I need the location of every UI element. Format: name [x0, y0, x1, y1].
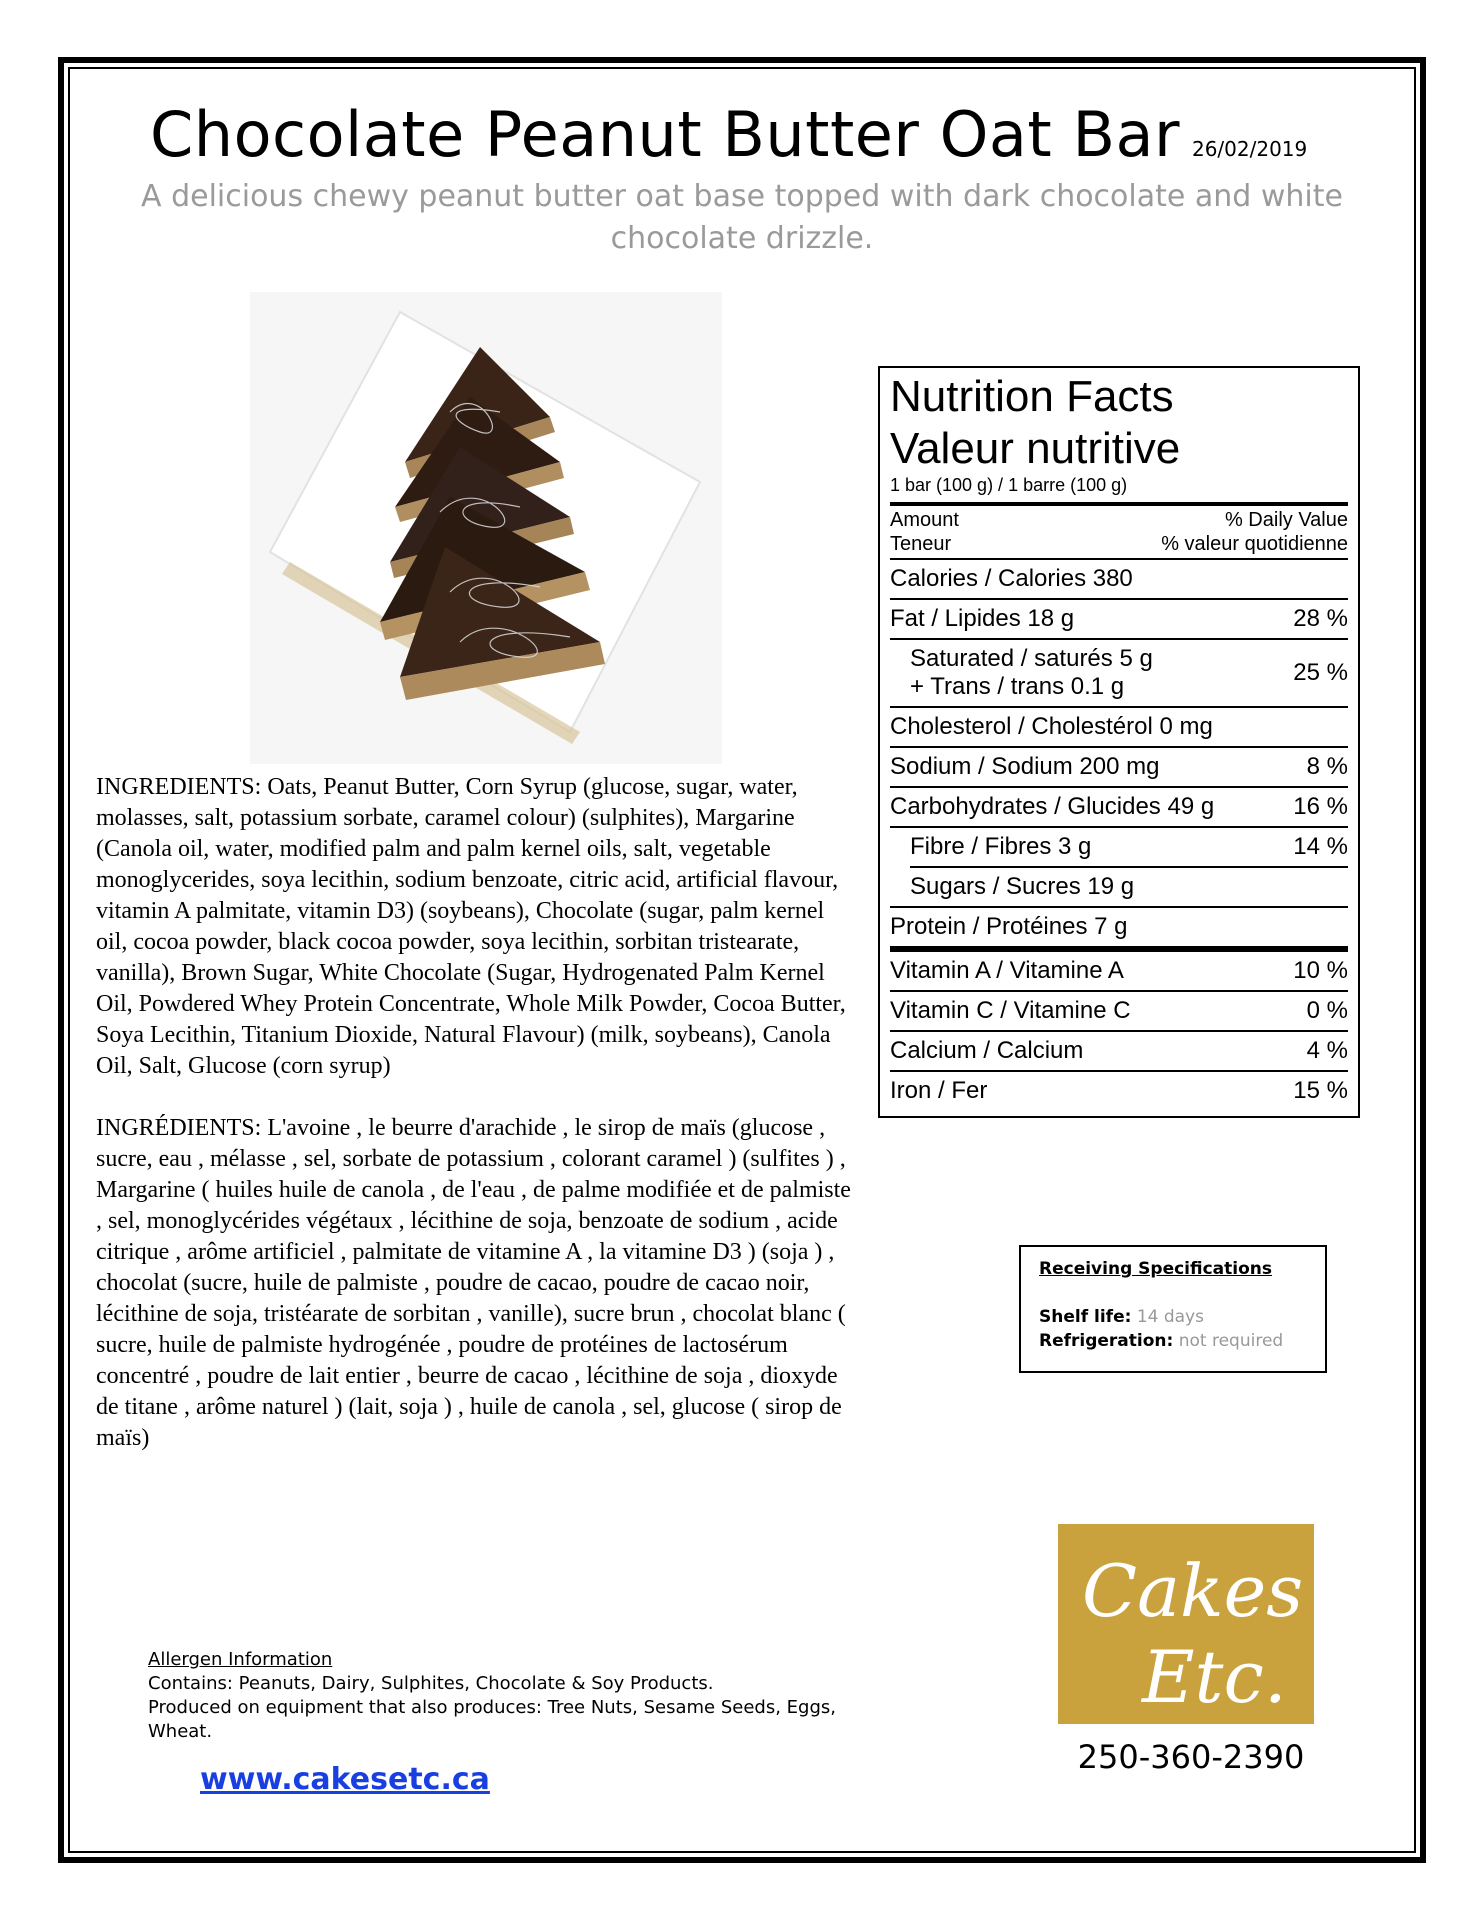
receiving-specifications: [1019, 1245, 1327, 1373]
nutrition-row-vitamin-a: [890, 946, 1348, 990]
nutrition-row-carbs: [890, 786, 1348, 826]
allergen-information: [148, 1648, 888, 1744]
receiving-heading: Receiving Specifications: [1039, 1259, 1273, 1279]
carbs-label: Carbohydrates / Glucides 49 g: [890, 793, 1215, 820]
nutrition-header: [890, 502, 1348, 558]
logo-word-cakes: Cakes: [1082, 1549, 1304, 1633]
allergen-produced: Produced on equipment that also produces: Tree Nuts, Sesame Seeds, Eggs, Wheat.: [148, 1697, 836, 1742]
refrigeration-line: [1039, 1329, 1307, 1353]
shelf-life-line: [1039, 1305, 1307, 1329]
product-photo-image: [250, 292, 722, 764]
refrigeration-value: not required: [1178, 1331, 1284, 1351]
calcium-dv: 4 %: [1306, 1037, 1348, 1064]
vitamin-a-dv: 10 %: [1293, 957, 1348, 984]
nutrition-serving: 1 bar (100 g) / 1 barre (100 g): [890, 475, 1128, 495]
ingredients-english: INGREDIENTS: Oats, Peanut Butter, Corn Syrup (glucose, sugar, water, molasses, salt, potassium sorbate, caramel colour) (sulphites), Margarine (Canola oil, water, modified palm and palm kernel oils, salt, vegetable monoglycerides, soya lecithin, sodium benzoate, citric acid, artificial flavour, vitamin A palmitate, vitamin D3) (soybeans), Chocolate (sugar, palm kernel oil, cocoa powder, black cocoa powder, soya lecithin, sorbitan tristearate, vanilla), Brown Sugar, White Chocolate (Sugar, Hydrogenated Palm Kernel Oil, Powdered Whey Protein Concentrate, Whole Milk Powder, Cocoa Butter, Soya Lecithin, Titanium Dioxide, Natural Flavour) (milk, soybeans), Canola Oil, Salt, Glucose (corn syrup): [96, 774, 846, 1079]
saturated-label: Saturated / saturés 5 g: [910, 645, 1153, 672]
nutrition-row-vitamin-c: [890, 990, 1348, 1030]
nutrition-row-iron: [890, 1070, 1348, 1110]
trans-label: + Trans / trans 0.1 g: [910, 673, 1125, 700]
nutrition-row-fat: [890, 598, 1348, 638]
nutrition-facts-table: [878, 366, 1360, 1118]
dv-label-fr: % valeur quotidienne: [1161, 533, 1348, 555]
phone-number: 250-360-2390: [1077, 1738, 1305, 1776]
nutrition-row-fibre: [890, 826, 1348, 866]
fat-dv: 28 %: [1293, 605, 1348, 632]
calcium-label: Calcium / Calcium: [890, 1037, 1084, 1064]
shelf-life-value: 14 days: [1136, 1307, 1204, 1327]
cholesterol-label: Cholesterol / Cholestérol 0 mg: [890, 713, 1213, 740]
nutrition-row-calcium: [890, 1030, 1348, 1070]
website-link[interactable]: www.cakesetc.ca: [200, 1762, 490, 1797]
cakes-etc-logo: [1058, 1524, 1314, 1724]
allergen-heading: Allergen Information: [148, 1649, 333, 1670]
sodium-label: Sodium / Sodium 200 mg: [890, 753, 1160, 780]
dv-label-en: % Daily Value: [1224, 509, 1348, 531]
product-title: Chocolate Peanut Butter Oat Bar: [150, 98, 1180, 171]
nutrition-title-en: Nutrition Facts: [890, 372, 1174, 421]
fibre-label: Fibre / Fibres 3 g: [910, 833, 1092, 860]
logo-word-etc: Etc.: [1142, 1635, 1287, 1719]
iron-label: Iron / Fer: [890, 1077, 988, 1104]
amount-label-fr: Teneur: [890, 533, 952, 555]
saturated-dv: 25 %: [1293, 659, 1348, 686]
nutrition-row-calories: [890, 558, 1348, 598]
vitamin-c-dv: 0 %: [1306, 997, 1348, 1024]
nutrition-row-sodium: [890, 746, 1348, 786]
iron-dv: 15 %: [1293, 1077, 1348, 1104]
protein-label: Protein / Protéines 7 g: [890, 913, 1128, 940]
allergen-contains: Contains: Peanuts, Dairy, Sulphites, Chocolate & Soy Products.: [148, 1673, 714, 1694]
nutrition-row-sugars: [910, 866, 1348, 906]
refrigeration-label: Refrigeration:: [1039, 1331, 1174, 1351]
logo-artwork: [1058, 1524, 1314, 1724]
shelf-life-label: Shelf life:: [1039, 1307, 1132, 1327]
ingredients-french: INGRÉDIENTS: L'avoine , le beurre d'arachide , le sirop de maïs (glucose , sucre, eau , mélasse , sel, sorbate de potassium , colorant caramel ) (sulfites ) , Margarine ( huiles huile de canola , de l'eau , de palme modifiée et de palmiste , sel, monoglycérides végétaux , lécithine de soja, benzoate de sodium , acide citrique , arôme artificiel , palmitate de vitamine A , la vitamine D3 ) (soja ) , chocolat (sucre, huile de palmiste , poudre de cacao, poudre de cacao noir, lécithine de soja, tristéarate de sorbitan , vanille), sucre brun , chocolat blanc ( sucre, huile de palmiste hydrogénée , poudre de protéines de lactosérum concentré , poudre de lait entier , beurre de cacao , lécithine de soja , dioxyde de titane , arôme naturel ) (lait, soja ) , huile de canola , sel, glucose ( sirop de maïs): [96, 1115, 851, 1451]
amount-label-en: Amount: [890, 509, 959, 531]
ingredients-section: [96, 772, 856, 1485]
nutrition-row-cholesterol: [890, 706, 1348, 746]
calories-label: Calories / Calories 380: [890, 565, 1133, 592]
product-photo: [250, 292, 722, 764]
nutrition-row-protein: [890, 906, 1348, 946]
vitamin-c-label: Vitamin C / Vitamine C: [890, 997, 1131, 1024]
nutrition-row-saturated: [890, 638, 1348, 706]
sodium-dv: 8 %: [1306, 753, 1348, 780]
product-date: 26/02/2019: [1191, 137, 1308, 161]
product-subtitle: A delicious chewy peanut butter oat base topped with dark chocolate and white chocolate drizzle.: [141, 179, 1343, 256]
nutrition-title-fr: Valeur nutritive: [890, 424, 1181, 473]
vitamin-a-label: Vitamin A / Vitamine A: [890, 957, 1124, 984]
sugars-label: Sugars / Sucres 19 g: [910, 873, 1135, 900]
fibre-dv: 14 %: [1293, 833, 1348, 860]
title-row: [150, 98, 1334, 171]
fat-label: Fat / Lipides 18 g: [890, 605, 1075, 632]
carbs-dv: 16 %: [1293, 793, 1348, 820]
